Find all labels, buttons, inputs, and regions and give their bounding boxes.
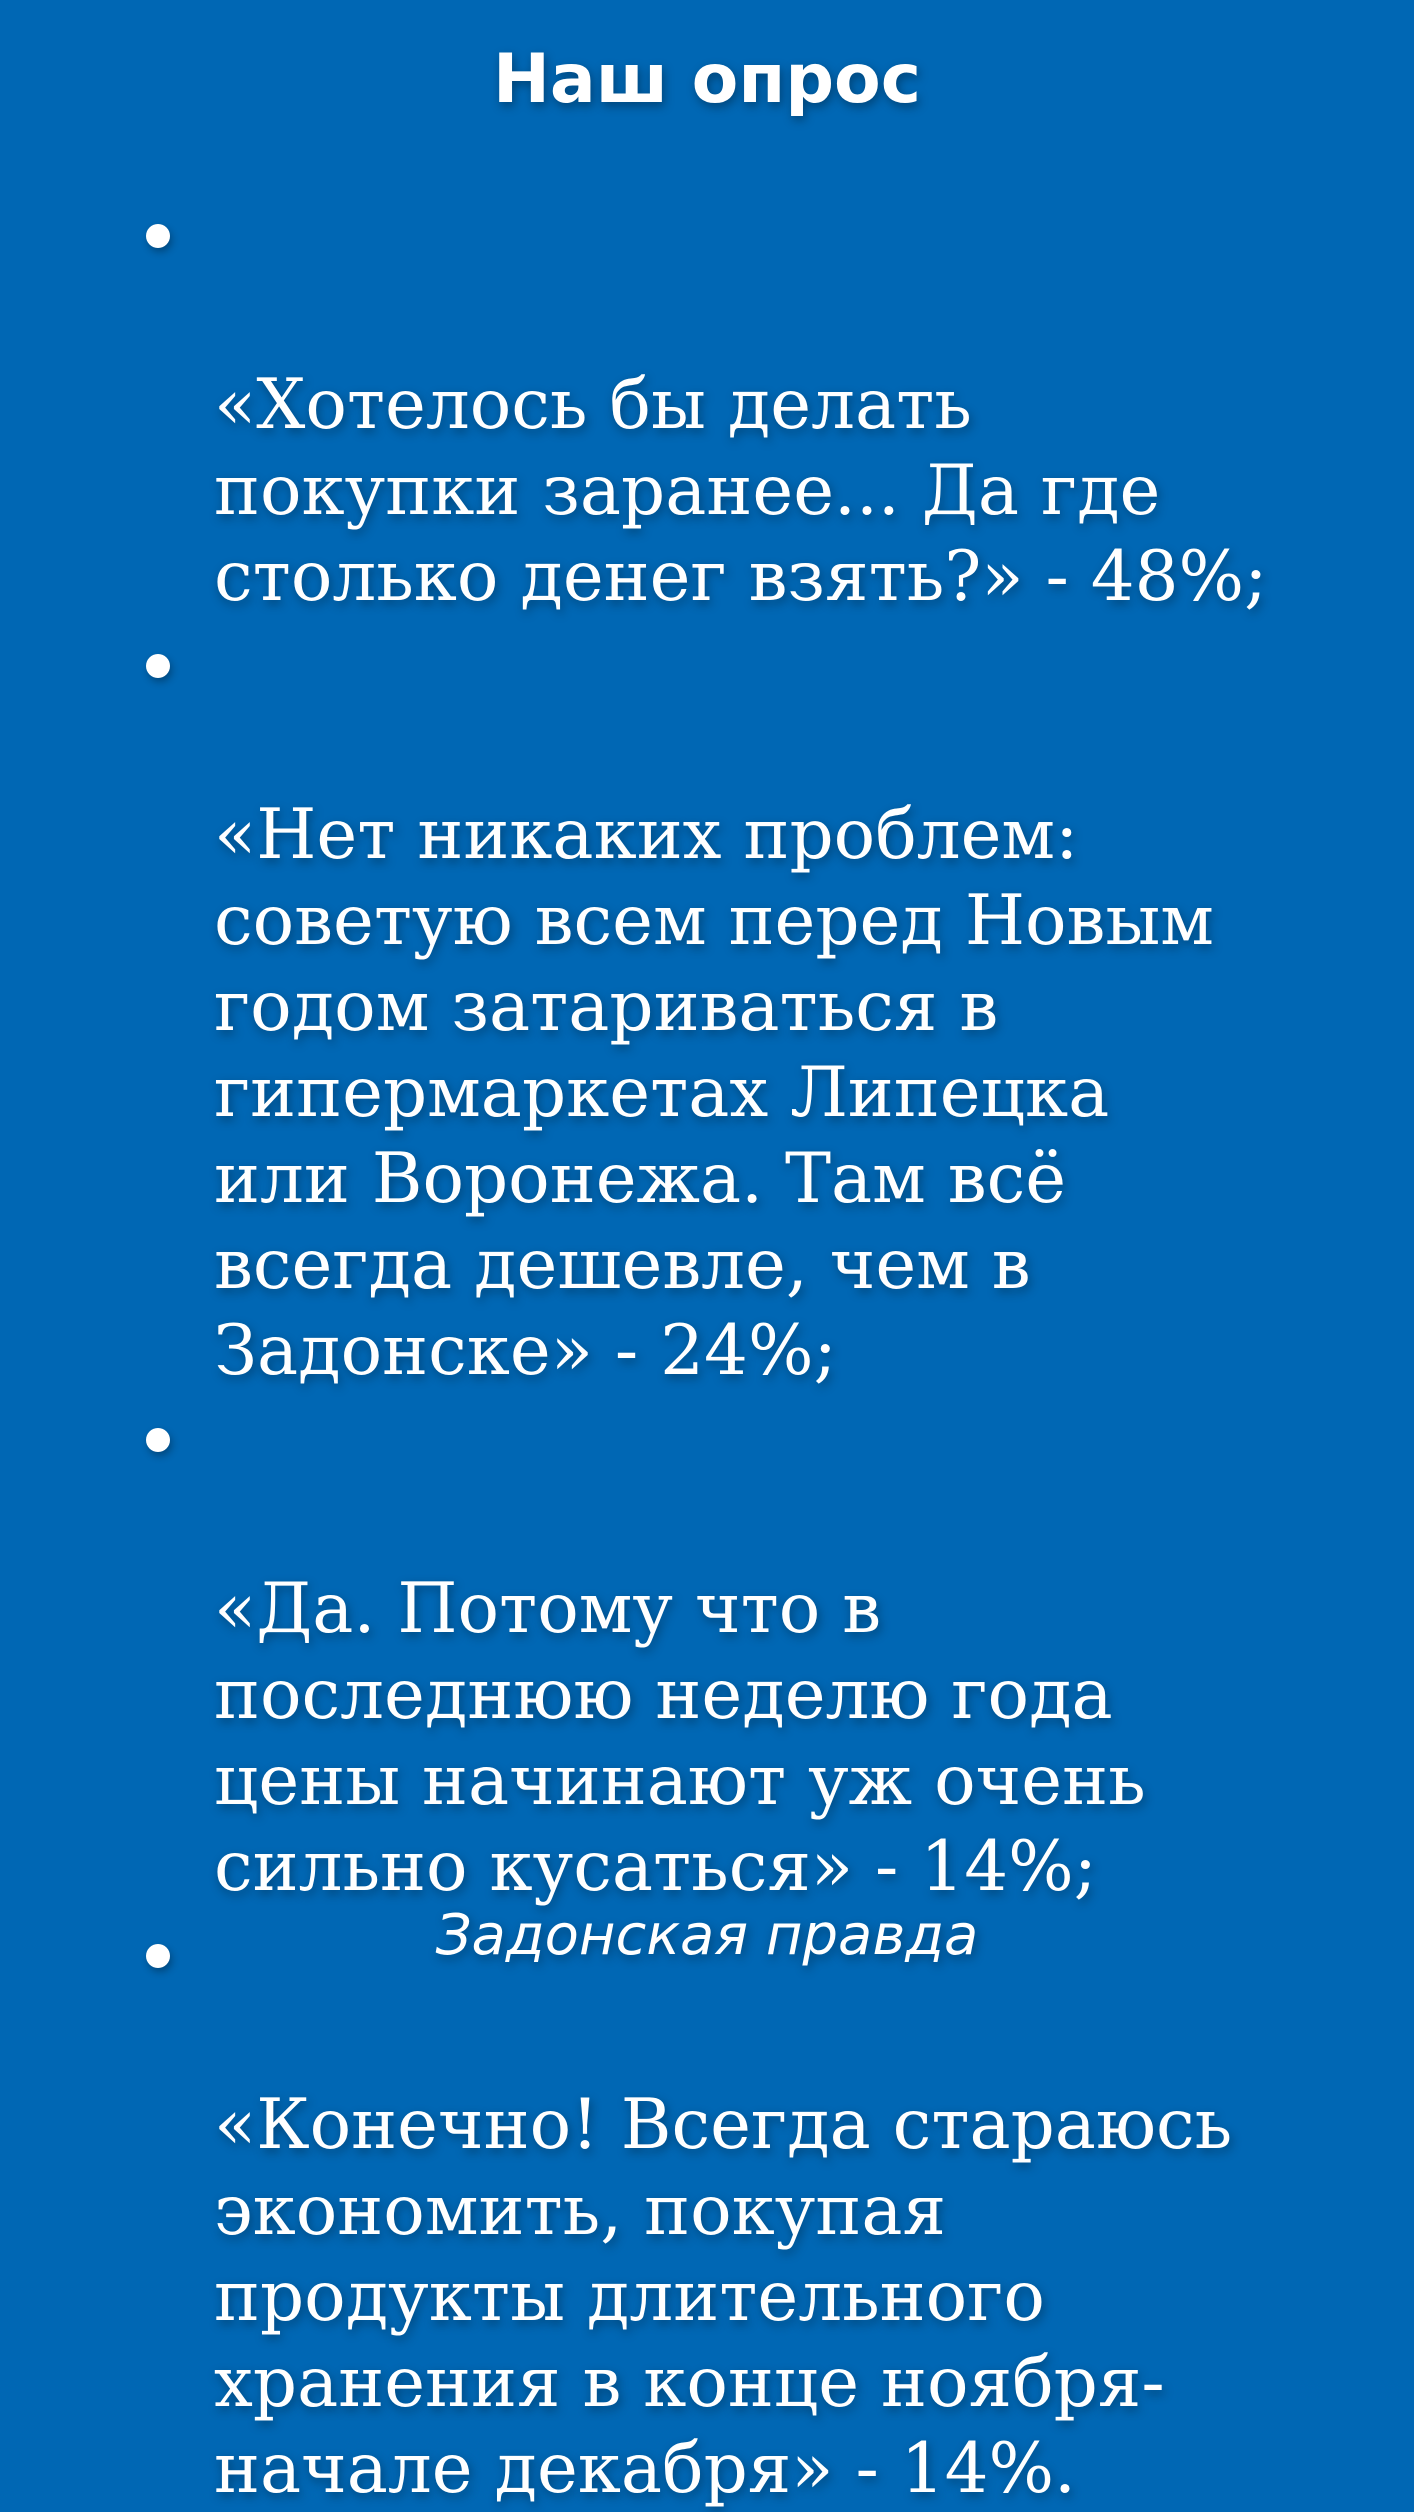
poll-answer-text: «Нет никаких проблем: советую всем перед Новым годом затариваться в гипермаркетах Липецка или Воронежа. Там всё всегда дешевле, чем в Задонске» - 24%; [214, 795, 1214, 1391]
page-title: Наш опрос [492, 40, 922, 119]
poll-answer-3 [0, 1394, 1414, 1910]
poll-answers-list [0, 190, 1414, 2512]
poll-answer-1 [0, 190, 1414, 620]
source-credit: Задонская правда [435, 1903, 979, 1968]
bullet-icon [146, 1428, 170, 1452]
bullet-icon [146, 224, 170, 248]
bullet-icon [146, 654, 170, 678]
poll-answer-text: «Хотелось бы делать покупки заранее... Да где столько денег взять?» - 48%; [214, 365, 1268, 617]
poll-answer-text: «Конечно! Всегда стараюсь экономить, покупая продукты длительного хранения в конце ноября- начале декабря» - 14%. [214, 2085, 1233, 2509]
poll-answer-4 [0, 1910, 1414, 2512]
poll-answer-text: «Да. Потому что в последнюю неделю года цены начинают уж очень сильно кусаться» - 14%; [214, 1569, 1146, 1907]
poll-answer-2 [0, 620, 1414, 1394]
